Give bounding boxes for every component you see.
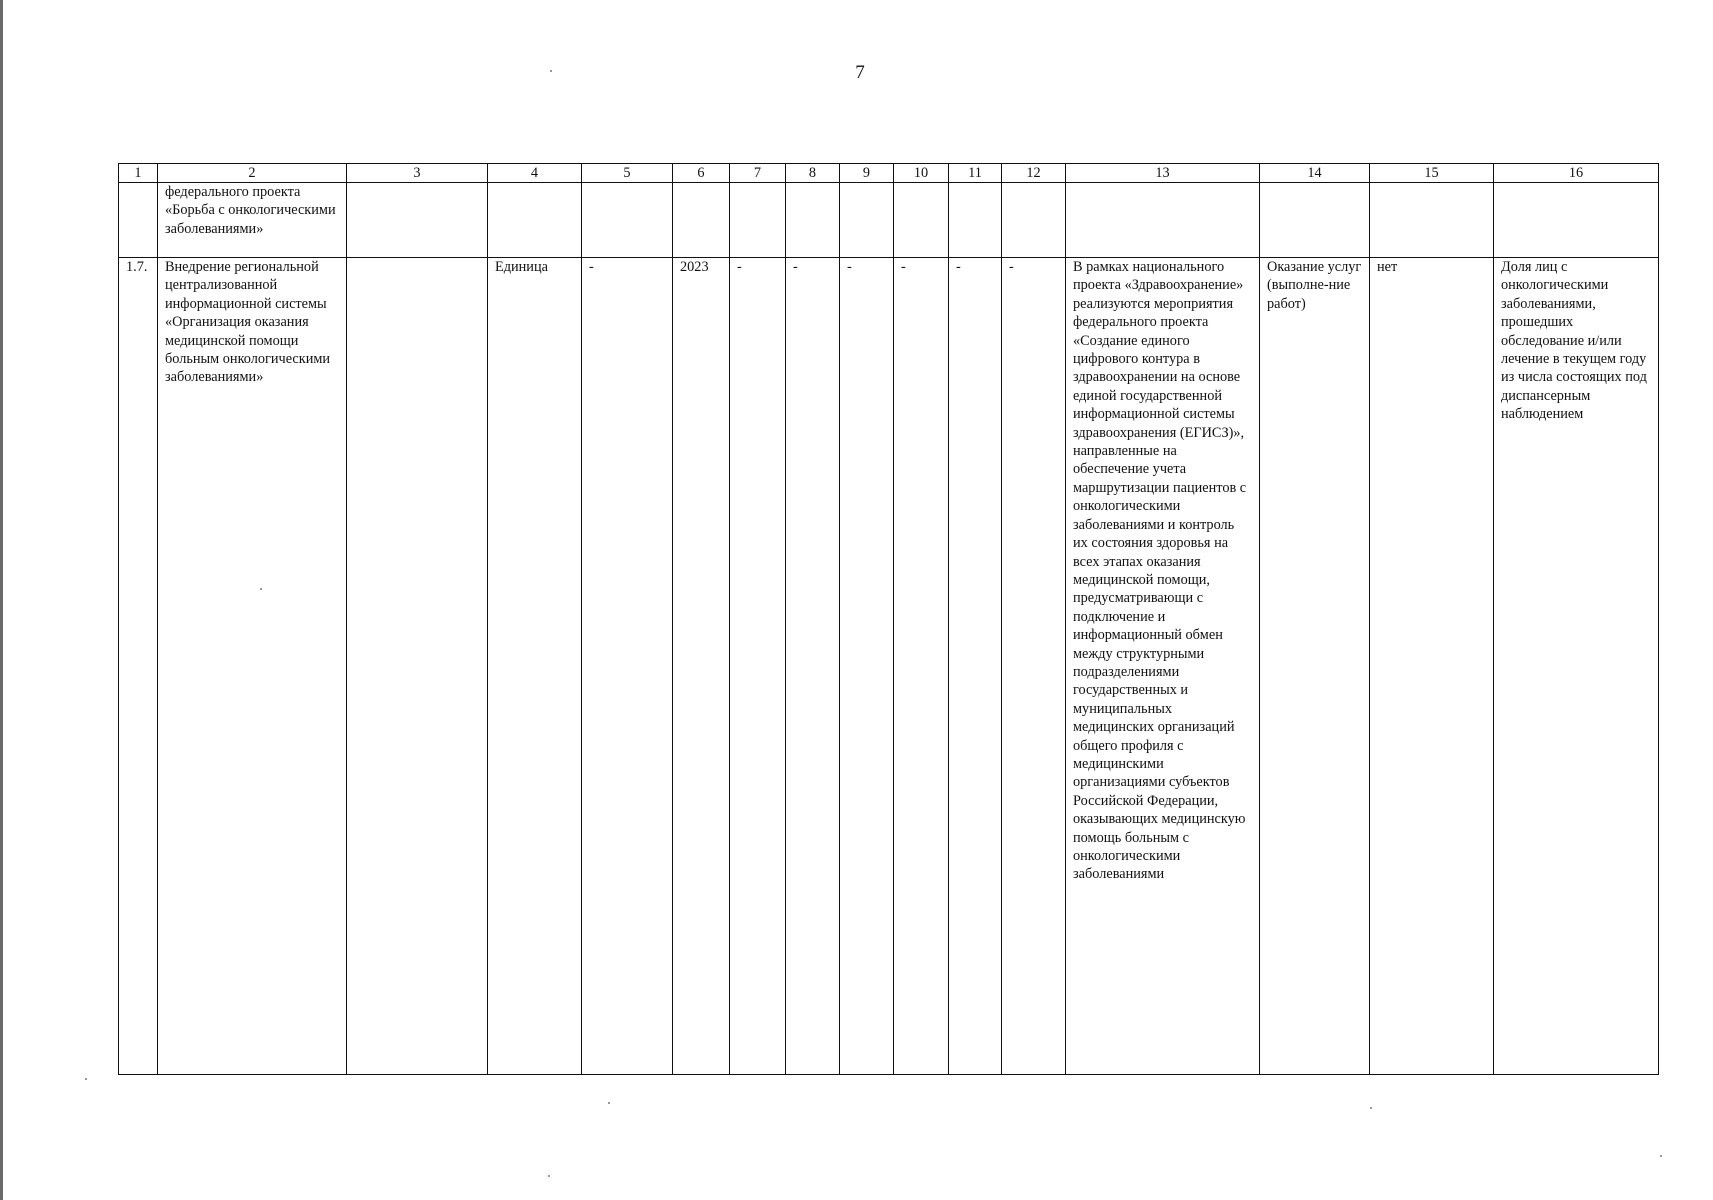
table-cell	[949, 183, 1002, 258]
column-number-6: 6	[673, 164, 730, 183]
table-cell	[1260, 183, 1370, 258]
scan-speck	[550, 70, 552, 72]
table-cell	[730, 183, 786, 258]
scan-left-edge	[0, 0, 3, 1200]
table-cell: В рамках национального проекта «Здравоохранение» реализуются мероприятия федерального проекта «Создание единого цифрового контура в здравоохранении на основе единой государственной информационной системы здравоохранения (ЕГИСЗ)», направленные на обеспечение учета маршрутизации пациентов с онкологическими заболеваниями и контроль их состояния здоровья на всех этапах оказания медицинской помощи, предусматривающи с подключение и информационный обмен между структурными подразделениями государственных и муниципальных медицинских организаций общего профиля с медицинскими организациями субъектов Российской Федерации, оказывающих медицинскую помощь больным с онкологическими заболеваниями	[1066, 258, 1260, 1075]
column-number-row	[119, 164, 1659, 183]
column-number-13: 13	[1066, 164, 1260, 183]
scan-speck	[85, 1078, 87, 1080]
column-number-15: 15	[1370, 164, 1494, 183]
table-cell	[1494, 183, 1659, 258]
table-cell	[894, 183, 949, 258]
column-number-11: 11	[949, 164, 1002, 183]
table-cell	[673, 183, 730, 258]
column-number-16: 16	[1494, 164, 1659, 183]
table-cell	[786, 183, 840, 258]
data-table	[118, 163, 1659, 1075]
scan-speck	[548, 1175, 550, 1177]
table-cell: Внедрение региональной централизованной информационной системы «Организация оказания медицинской помощи больным онкологическими заболеваниями»	[158, 258, 347, 1075]
table-cell: федерального проекта «Борьба с онкологическими заболеваниями»	[158, 183, 347, 258]
table-cell: -	[1002, 258, 1066, 1075]
table-cell: 2023	[673, 258, 730, 1075]
scan-speck	[260, 588, 262, 590]
column-number-7: 7	[730, 164, 786, 183]
table-cell	[840, 183, 894, 258]
table-row	[119, 258, 1659, 1075]
scan-speck	[1370, 1107, 1372, 1109]
scan-speck	[1660, 1155, 1662, 1157]
column-number-10: 10	[894, 164, 949, 183]
table-cell	[1066, 183, 1260, 258]
table-cell: -	[949, 258, 1002, 1075]
table-cell	[582, 183, 673, 258]
column-number-4: 4	[488, 164, 582, 183]
column-number-2: 2	[158, 164, 347, 183]
table-cell	[1002, 183, 1066, 258]
table-cell	[347, 183, 488, 258]
table-cell: -	[786, 258, 840, 1075]
table-cell: Доля лиц с онкологическими заболеваниями, прошедших обследование и/или лечение в текущем году из числа состоящих под диспансерным наблюдением	[1494, 258, 1659, 1075]
table-cell	[119, 183, 158, 258]
table-cell: Оказание услуг (выполне-ние работ)	[1260, 258, 1370, 1075]
table-cell: 1.7.	[119, 258, 158, 1075]
scan-speck	[608, 1102, 610, 1104]
table-cell: -	[582, 258, 673, 1075]
column-number-14: 14	[1260, 164, 1370, 183]
table-row	[119, 183, 1659, 258]
column-number-12: 12	[1002, 164, 1066, 183]
table-cell: нет	[1370, 258, 1494, 1075]
column-number-9: 9	[840, 164, 894, 183]
column-number-5: 5	[582, 164, 673, 183]
table-cell: -	[730, 258, 786, 1075]
table-cell: -	[894, 258, 949, 1075]
page-number: 7	[855, 62, 865, 83]
table-cell: Единица	[488, 258, 582, 1075]
column-number-3: 3	[347, 164, 488, 183]
table-cell: -	[840, 258, 894, 1075]
table-cell	[488, 183, 582, 258]
column-number-8: 8	[786, 164, 840, 183]
table-cell	[1370, 183, 1494, 258]
table-cell	[347, 258, 488, 1075]
column-number-1: 1	[119, 164, 158, 183]
